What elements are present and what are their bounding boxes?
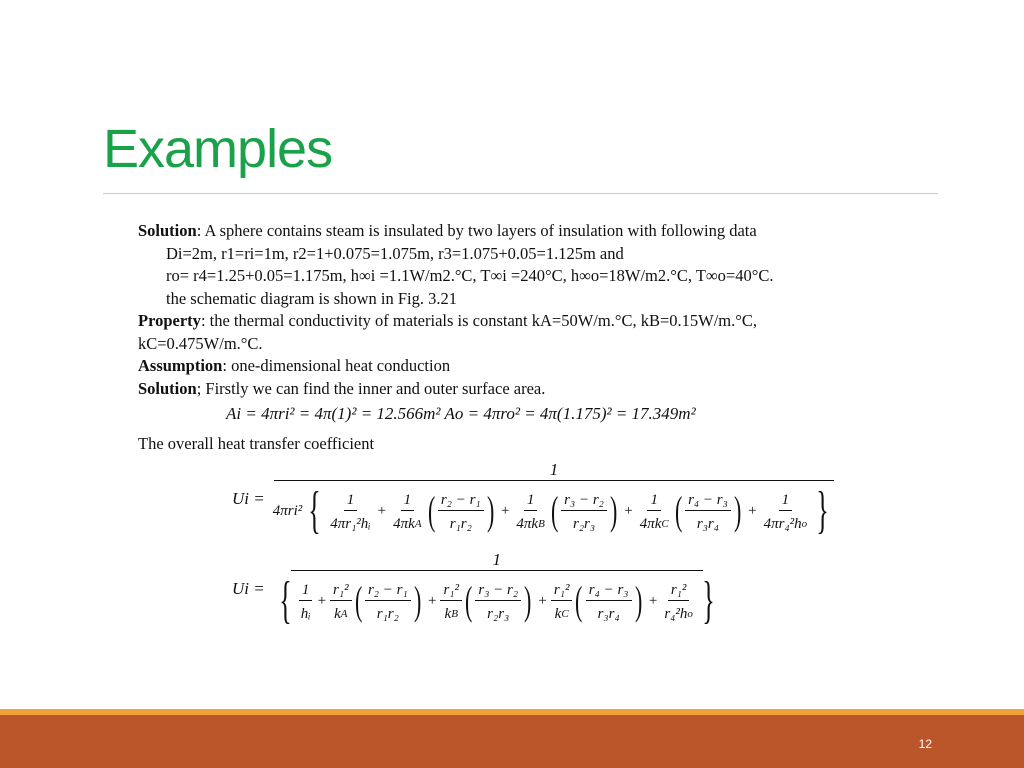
ui-equation-1 [232, 460, 835, 537]
ui2-term-4: $\frac{\text{r₃ − r₂}}{\text{r₂r₃}}$ [475, 580, 521, 623]
ui-fraction-1 [273, 460, 835, 537]
schematic-note: the schematic diagram is shown in Fig. 3.21 [166, 288, 457, 308]
ui2-term-7: r₁² r₄²h o [664, 581, 693, 622]
solution-label: Solution [138, 221, 197, 240]
overall-coefficient-label: The overall heat transfer coefficient [138, 434, 375, 453]
ui-numerator-2: 1 [492, 550, 502, 569]
title-divider [103, 193, 938, 194]
solution-line: Solution: A sphere contains steam is insulated by two layers of insulation with following data [138, 221, 757, 240]
slide-title: Examples [103, 119, 333, 179]
ui-label-1: Ui = [232, 488, 265, 508]
ui-label-2: Ui = [232, 578, 265, 598]
footer-bar [0, 715, 1024, 768]
ui2-term-5: r₁² k C [551, 580, 573, 623]
solution-step-line: Solution; Firstly we can find the inner and outer surface area. [138, 378, 546, 398]
assumption-label: Assumption [138, 356, 223, 375]
ui2-term-2: $\frac{\text{r₂ − r₁}}{\text{r₁r₂}}$ [365, 580, 411, 623]
ui-numerator-1: 1 [549, 460, 559, 479]
property-label: Property [138, 311, 201, 330]
ui1-term-6: $\frac{\text{r₄ − r₃}}{\text{r₃r₄}}$ [685, 490, 731, 533]
ui1-term-0: $\frac{1}{\text{4πr₁²hᵢ}}$ [330, 491, 371, 532]
data-line-2: ro= r4=1.25+0.05=1.175m, h∞i =1.1W/m2.°C, T∞i =240°C, h∞o=18W/m2.°C, T∞o=40°C. [166, 266, 774, 285]
ui2-term-0: $\frac{1}{\text{hᵢ}}$ [300, 581, 311, 622]
data-line-1: Di=2m, r1=ri=1m, r2=1+0.075=1.075m, r3=1.075+0.05=1.125m and [166, 243, 624, 263]
ui-denominator-2: { $\frac{1}{\text{hᵢ}}$ + r₁² k A ( $\frac{\text{r₂ − r₁}}{\text{r₁r₂}}$ ) + r₁² k B ( $\frac{\text{r₃ − r₂}}{\text{r₂r₃}}$ ) + r₁² k C ( $\frac{\text{r₄ − r₃}}{\text{r₃r₄}}$ ) + r₁² r₄²h o } [278, 572, 715, 629]
ui-denominator-1: 4πri² { $\frac{1}{\text{4πr₁²hᵢ}}$ + 1 4πk A ( $\frac{\text{r₂ − r₁}}{\text{r₁r₂}}$ ) + 1 4πk B ( $\frac{\text{r₃ − r₂}}{\text{r₂r₃}}$ ) + 1 4πk C ( $\frac{\text{r₄ − r₃}}{\text{r₃r₄}}$ ) + 1 4πr₄²h o } [272, 482, 829, 539]
ui-fraction-2 [273, 550, 721, 627]
ui2-term-1: r₁² k A [330, 580, 352, 623]
property-line-2: kC=0.475W/m.°C. [138, 333, 263, 353]
property-line: Property: the thermal conductivity of materials is constant kA=50W/m.°C, kB=0.15W/m.°C, [138, 311, 757, 330]
ui1-term-4: $\frac{\text{r₃ − r₂}}{\text{r₂r₃}}$ [561, 490, 607, 533]
solution-step-label: Solution [138, 378, 197, 398]
assumption-line: Assumption: one-dimensional heat conduction [138, 356, 451, 375]
ui2-term-3: r₁² k B [440, 580, 462, 623]
ui1-term-2: $\frac{\text{r₂ − r₁}}{\text{r₁r₂}}$ [438, 490, 484, 533]
ui1-term-7: 1 4πr₄²h o [763, 491, 808, 532]
ui1-prefix: 4πri² [272, 502, 303, 519]
ui-equation-2 [232, 550, 721, 627]
slide-body [138, 220, 898, 400]
ui1-term-1: 1 4πk A [393, 491, 422, 532]
ui2-term-6: $\frac{\text{r₄ − r₃}}{\text{r₃r₄}}$ [586, 580, 632, 623]
page-number: 12 [918, 737, 932, 751]
ui1-term-3: 1 4πk B [516, 491, 545, 532]
surface-area-equation: Ai = 4πri² = 4π(1)² = 12.566m² Ao = 4πro² = 4π(1.175)² = 17.349m² [226, 404, 696, 423]
ui1-term-5: 1 4πk C [639, 491, 669, 532]
